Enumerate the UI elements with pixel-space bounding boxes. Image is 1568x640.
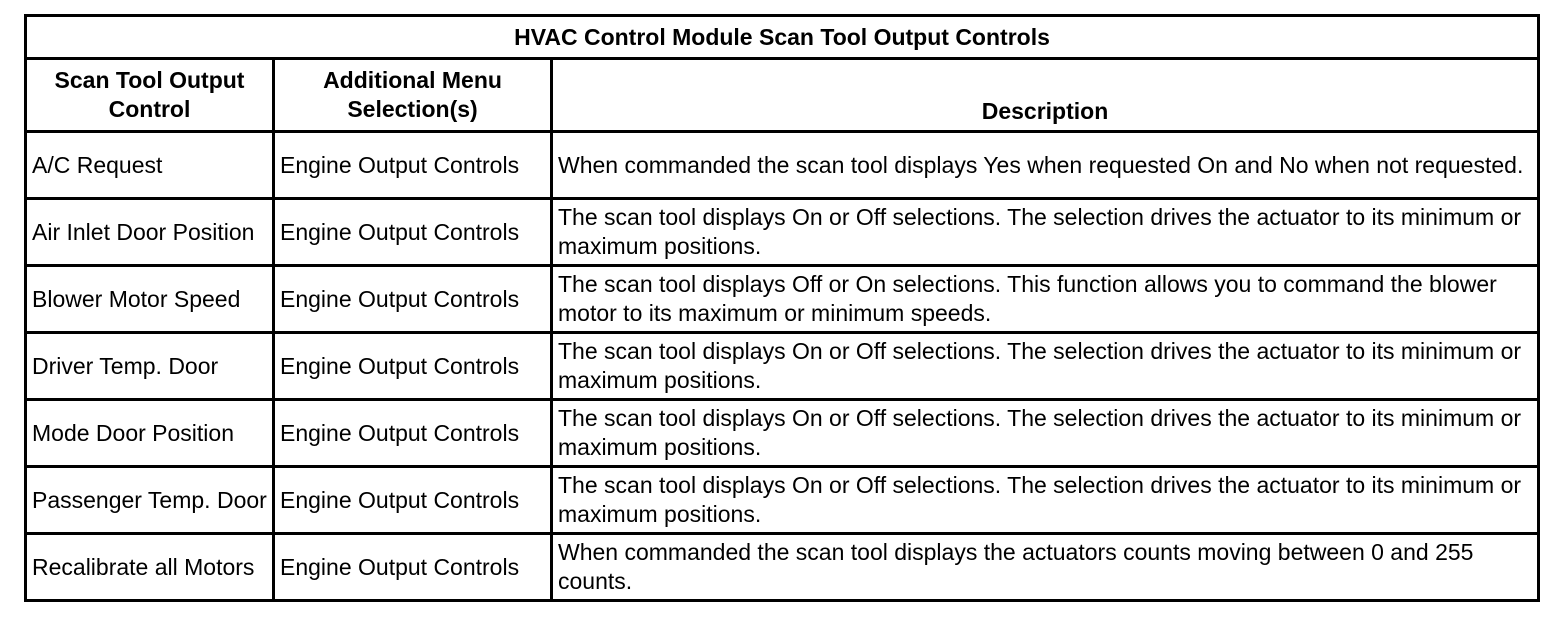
menu-cell: Engine Output Controls: [274, 266, 552, 333]
table-title: HVAC Control Module Scan Tool Output Controls: [26, 16, 1539, 59]
table-row: [26, 199, 1539, 266]
description-cell: The scan tool displays On or Off selections. The selection drives the actuator to its minimum or maximum positions.: [552, 333, 1539, 400]
menu-cell: Engine Output Controls: [274, 199, 552, 266]
control-cell: Recalibrate all Motors: [26, 534, 274, 601]
table-row: [26, 534, 1539, 601]
menu-cell: Engine Output Controls: [274, 333, 552, 400]
header-description: Description: [552, 59, 1539, 132]
table-row: [26, 400, 1539, 467]
control-cell: Mode Door Position: [26, 400, 274, 467]
table-row: [26, 467, 1539, 534]
header-menu-selection: Additional Menu Selection(s): [274, 59, 552, 132]
menu-cell: Engine Output Controls: [274, 400, 552, 467]
table-row: [26, 132, 1539, 199]
description-cell: The scan tool displays Off or On selections. This function allows you to command the blower motor to its maximum or minimum speeds.: [552, 266, 1539, 333]
control-cell: Air Inlet Door Position: [26, 199, 274, 266]
description-cell: The scan tool displays On or Off selections. The selection drives the actuator to its minimum or maximum positions.: [552, 400, 1539, 467]
table-row: [26, 333, 1539, 400]
control-cell: A/C Request: [26, 132, 274, 199]
control-cell: Passenger Temp. Door: [26, 467, 274, 534]
description-cell: When commanded the scan tool displays the actuators counts moving between 0 and 255 counts.: [552, 534, 1539, 601]
menu-cell: Engine Output Controls: [274, 132, 552, 199]
description-cell: The scan tool displays On or Off selections. The selection drives the actuator to its minimum or maximum positions.: [552, 199, 1539, 266]
output-controls-table: [24, 14, 1540, 602]
menu-cell: Engine Output Controls: [274, 534, 552, 601]
control-cell: Driver Temp. Door: [26, 333, 274, 400]
description-cell: The scan tool displays On or Off selections. The selection drives the actuator to its minimum or maximum positions.: [552, 467, 1539, 534]
table-row: [26, 266, 1539, 333]
header-output-control: Scan Tool Output Control: [26, 59, 274, 132]
description-cell: When commanded the scan tool displays Yes when requested On and No when not requested.: [552, 132, 1539, 199]
header-row: [26, 59, 1539, 132]
control-cell: Blower Motor Speed: [26, 266, 274, 333]
menu-cell: Engine Output Controls: [274, 467, 552, 534]
